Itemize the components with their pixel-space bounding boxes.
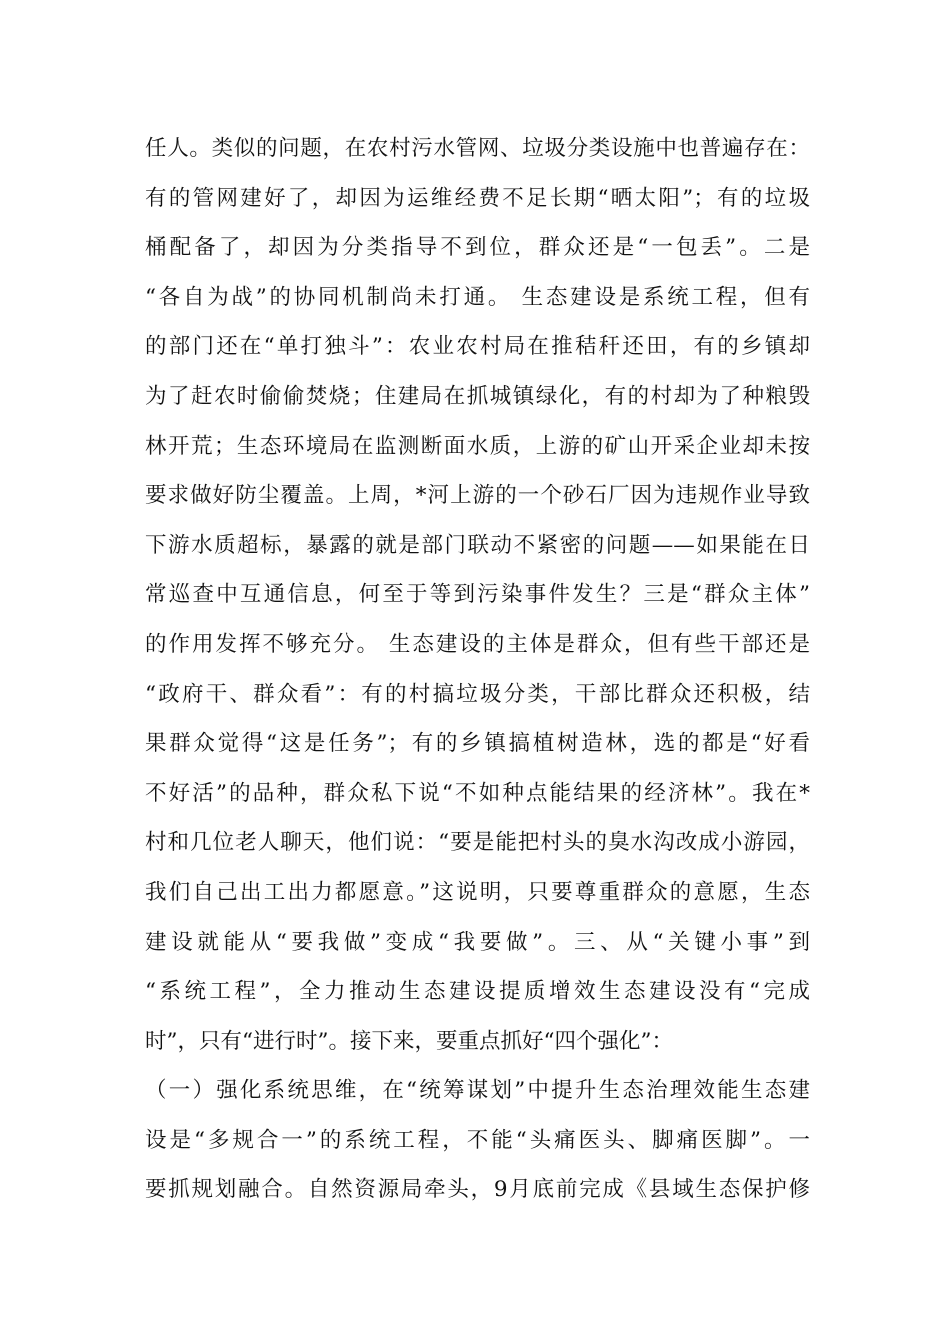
text-line-9: 下游水质超标，暴露的就是部门联动不紧密的问题——如果能在日 — [145, 532, 810, 558]
text-line-7: 林开荒；生态环境局在监测断面水质，上游的矿山开采企业却未按 — [145, 433, 810, 459]
text-line-22: 要抓规划融合。自然资源局牵头，9月底前完成《县域生态保护修 — [145, 1177, 810, 1203]
text-line-5: 的部门还在“单打独斗”：农业农村局在推秸秆还田，有的乡镇却 — [145, 334, 810, 360]
text-line-14: 不好活”的品种，群众私下说“不如种点能结果的经济林”。我在* — [145, 780, 810, 806]
text-line-8: 要求做好防尘覆盖。上周，*河上游的一个砂石厂因为违规作业导致 — [145, 483, 810, 509]
text-line-15: 村和几位老人聊天，他们说：“要是能把村头的臭水沟改成小游园， — [145, 830, 810, 856]
text-line-20: （一）强化系统思维，在“统筹谋划”中提升生态治理效能生态建 — [145, 1078, 810, 1104]
text-line-10: 常巡查中互通信息，何至于等到污染事件发生？三是“群众主体” — [145, 582, 810, 608]
text-line-2: 有的管网建好了，却因为运维经费不足长期“晒太阳”；有的垃圾 — [145, 185, 810, 211]
text-line-13: 果群众觉得“这是任务”；有的乡镇搞植树造林，选的都是“好看 — [145, 731, 810, 757]
text-line-6: 为了赶农时偷偷焚烧；住建局在抓城镇绿化，有的村却为了种粮毁 — [145, 383, 810, 409]
text-line-3: 桶配备了，却因为分类指导不到位，群众还是“一包丢”。二是 — [145, 235, 810, 261]
text-line-4: “各自为战”的协同机制尚未打通。 生态建设是系统工程，但有 — [145, 284, 810, 310]
text-line-1: 任人。类似的问题，在农村污水管网、垃圾分类设施中也普遍存在： — [145, 136, 810, 161]
text-line-21: 设是“多规合一”的系统工程，不能“头痛医头、脚痛医脚”。一 — [145, 1127, 810, 1153]
text-line-17: 建设就能从“要我做”变成“我要做”。三、从“关键小事”到 — [145, 929, 810, 955]
text-line-18: “系统工程”，全力推动生态建设提质增效生态建设没有“完成 — [145, 979, 810, 1005]
text-line-16: 我们自己出工出力都愿意。”这说明，只要尊重群众的意愿，生态 — [145, 879, 810, 905]
text-line-11: 的作用发挥不够充分。 生态建设的主体是群众，但有些干部还是 — [145, 631, 810, 657]
text-line-12: “政府干、群众看”：有的村搞垃圾分类，干部比群众还积极，结 — [145, 681, 810, 707]
body-text — [145, 124, 810, 1215]
text-line-19: 时”，只有“进行时”。接下来，要重点抓好“四个强化”： — [145, 1028, 673, 1054]
